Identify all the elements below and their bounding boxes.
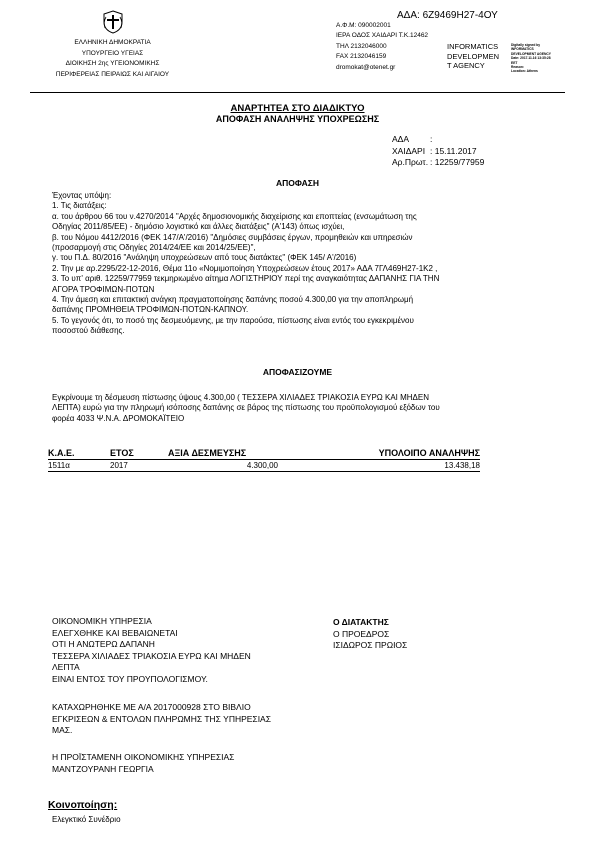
publication-title: ΑΝΑΡΤΗΤΕΑ ΣΤΟ ΔΙΑΔΙΚΤΥΟ: [230, 103, 365, 114]
ada-value: :: [430, 134, 433, 144]
text-line: 2. Την με αρ.2295/22-12-2016, Θέμα 11ο «Νομιμοποίηση Υποχρεώσεων έτους 2017» ΑΔΑ 7ΓΛ469Η27-1Κ2 ,: [52, 263, 438, 273]
text-line: φορέα 4033 Ψ.Ν.Α. ΔΡΟΜΟΚΑΪΤΕΙΟ: [52, 413, 185, 423]
issuer-header: [30, 10, 195, 80]
head-of-finance-block: [52, 752, 234, 775]
text-line: Εγκρίνουμε τη δέσμευση πίστωσης ύψους 4.300,00 ( ΤΕΣΣΕΡΑ ΧΙΛΙΑΔΕΣ ΤΡΙΑΚΟΣΙΑ ΕΥΡΩ ΚΑΙ ΜΗΔΕΝ: [52, 393, 429, 402]
registration-block: [52, 702, 271, 737]
contact-line: FAX 2132046159: [336, 53, 387, 60]
text-line: ΛΕΠΤΑ) ευρώ για την πληρωμή ισόποσης δαπάνης σε βάρος της πίστωσης του προϋπολογισμού εξόδων του: [52, 403, 440, 413]
col-header-commitment: ΑΞΙΑ ΔΕΣΜΕΥΣΗΣ: [168, 448, 278, 460]
text-line: δαπάνης ΠΡΟΜΗΘΕΙΑ ΤΡΟΦΙΜΩΝ-ΠΟΤΩΝ-ΚΑΠΝΟΥ.: [52, 305, 249, 315]
text-line: 4. Την άμεση και επιτακτική ανάγκη πραγματοποίησης δαπάνης ποσού 4.300,00 για την αποπληρωμή: [52, 295, 414, 305]
header-divider: [30, 92, 565, 93]
contact-line: dromokat@otenet.gr: [336, 63, 396, 71]
protocol-label: Αρ.Πρωτ.: [392, 157, 429, 167]
text-line: (προσαρμογή στις Οδηγίες 2014/24/ΕΕ και 2014/25/ΕΕ)",: [52, 243, 256, 253]
text-line: 1. Τις διατάξεις:: [52, 201, 107, 211]
date-value: : 15.11.2017: [430, 145, 477, 156]
signature-agency: [447, 42, 499, 71]
financial-service-block: [52, 616, 251, 685]
text-line: ΟΙΚΟΝΟΜΙΚΗ ΥΠΗΡΕΣΙΑ: [52, 616, 152, 626]
decision-title: ΑΠΟΦΑΣΗ ΑΝΑΛΗΨΗΣ ΥΠΟΧΡΕΩΣΗΣ: [215, 114, 380, 124]
stamp-line: EET: [511, 60, 518, 65]
cell-kae: 1511α: [48, 460, 110, 472]
text-line: α. του άρθρου 66 του ν.4270/2014 "Αρχές δημοσιονομικής διαχείρισης και εποπτείας (ενσωμάτωση της: [52, 211, 417, 221]
issuer-line: ΥΠΟΥΡΓΕΙΟ ΥΓΕΙΑΣ: [81, 49, 144, 57]
text-line: ΛΕΠΤΑ: [52, 662, 80, 672]
officer-title: Ο ΔΙΑΤΑΚΤΗΣ: [333, 617, 389, 627]
text-line: ΕΙΝΑΙ ΕΝΤΟΣ ΤΟΥ ΠΡΟΥΠΟΛΟΓΙΣΜΟΥ.: [52, 673, 208, 684]
document-meta: [392, 134, 484, 169]
table-row: [48, 460, 480, 472]
text-line: ΑΓΟΡΑ ΤΡΟΦΙΜΩΝ-ΠΟΤΩΝ: [52, 284, 155, 294]
text-line: ΜΑΝΤΖΟΥΡΑΝΗ ΓΕΩΡΓΙΑ: [52, 763, 154, 774]
text-line: ΕΓΚΡΙΣΕΩΝ & ΕΝΤΟΛΩΝ ΠΛΗΡΩΜΗΣ ΤΗΣ ΥΠΗΡΕΣΙΑΣ: [52, 713, 271, 724]
officer-role: Ο ΠΡΟΕΔΡΟΣ: [333, 628, 390, 639]
issuer-line: ΠΕΡΙΦΕΡΕΙΑΣ ΠΕΙΡΑΙΩΣ ΚΑΙ ΑΙΓΑΙΟΥ: [55, 70, 170, 78]
ada-label: ΑΔΑ: [392, 134, 410, 144]
cell-balance: 13.438,18: [278, 460, 480, 472]
agency-line: INFORMATICS: [447, 42, 499, 51]
col-header-year: ΕΤΟΣ: [110, 448, 168, 460]
col-header-balance: ΥΠΟΛΟΙΠΟ ΑΝΑΛΗΨΗΣ: [278, 448, 480, 460]
protocol-value: : 12259/77959: [430, 157, 485, 167]
col-header-kae: Κ.Α.Ε.: [48, 448, 110, 460]
stamp-line: DEVELOPMENT AGENCY: [511, 51, 551, 56]
cell-year: 2017: [110, 460, 168, 472]
budget-table: [48, 448, 480, 472]
text-line: ποσοστού διάθεσης.: [52, 326, 125, 336]
stamp-line: Digitally signed by: [511, 43, 541, 47]
text-line: ΤΕΣΣΕΡΑ ΧΙΛΙΑΔΕΣ ΤΡΙΑΚΟΣΙΑ ΕΥΡΩ ΚΑΙ ΜΗΔΕΝ: [52, 650, 251, 661]
text-line: Η ΠΡΟΪΣΤΑΜΕΝΗ ΟΙΚΟΝΟΜΙΚΗΣ ΥΠΗΡΕΣΙΑΣ: [52, 752, 235, 762]
issuer-line: ΕΛΛΗΝΙΚΗ ΔΗΜΟΚΡΑΤΙΑ: [74, 39, 151, 46]
authorizing-officer-block: [333, 617, 407, 652]
text-line: Έχοντας υπόψη:: [52, 191, 112, 200]
notification-recipient: Ελεγκτικό Συνέδριο: [52, 815, 121, 824]
stamp-line: Location: Athens: [511, 69, 538, 74]
contact-line: Α.Φ.Μ: 090002001: [336, 21, 391, 29]
text-line: ΚΑΤΑΧΩΡΗΘΗΚΕ ΜΕ Α/Α 2017000928 ΣΤΟ ΒΙΒΛΙΟ: [52, 702, 251, 712]
stamp-line: Date: 2017.11.16 13:35:28: [511, 56, 551, 61]
text-line: ΜΑΣ.: [52, 725, 73, 735]
contact-line: Ψ.Ν.Α ΔΡΟΜΟΚΑΪΤΕΙΟ: [336, 11, 406, 18]
considerations-text: [52, 191, 557, 337]
text-line: β. του Νόμου 4412/2016 (ΦΕΚ 147/Α'/2016) "Δημόσιες συμβάσεις έργων, προμηθειών και υπηρεσιών: [52, 232, 413, 242]
section-heading-resolve: ΑΠΟΦΑΣΙΖΟΥΜΕ: [262, 367, 333, 377]
stamp-line: INFORMATICS: [511, 47, 534, 52]
text-line: ΕΛΕΓΧΘΗΚΕ ΚΑΙ ΒΕΒΑΙΩΝΕΤΑΙ: [52, 627, 178, 638]
officer-name: ΙΣΙΔΩΡΟΣ ΠΡΩΙΟΣ: [333, 640, 408, 650]
text-line: ΟΤΙ Η ΑΝΩΤΕΡΩ ΔΑΠΑΝΗ: [52, 639, 155, 649]
contact-line: ΙΕΡΑ ΟΔΟΣ ΧΑΙΔΑΡΙ Τ.Κ.12462: [336, 32, 429, 39]
section-heading-decision: ΑΠΟΦΑΣΗ: [275, 178, 319, 188]
text-line: γ. του Π.Δ. 80/2016 "Ανάληψη υποχρεώσεων από τους διατάκτες" (ΦΕΚ 145/ Α'/2016): [52, 253, 357, 263]
issuer-line: ΔΙΟΙΚΗΣΗ 2ης ΥΓΕΙΟΝΟΜΙΚΗΣ: [65, 60, 160, 67]
text-line: 3. Το υπ' αριθ. 12259/77959 τεκμηριωμένο αίτημα ΛΟΓΙΣΤΗΡΙΟΥ περί της αναγκαιότητας ΔΑΠΑΝΗΣ ΓΙΑ ΤΗΝ: [52, 274, 440, 284]
city-label: ΧΑΙΔΑΡΙ: [392, 145, 426, 156]
cell-commitment: 4.300,00: [168, 460, 278, 472]
greek-emblem-icon: [102, 10, 124, 34]
text-line: Οδηγίας 2011/85/ΕΕ) - δημόσιο λογιστικό και άλλες διατάξεις" (Α'143) όπως ισχύει,: [52, 222, 345, 232]
ada-code-top: ΑΔΑ: 6Ζ9469Η27-4ΟΥ: [397, 10, 498, 21]
approval-text: [52, 393, 557, 424]
notification-label: Κοινοποίηση:: [48, 799, 118, 811]
agency-line: DEVELOPMEN: [447, 51, 500, 61]
agency-line: T AGENCY: [447, 61, 485, 70]
stamp-line: Reason:: [511, 65, 525, 70]
text-line: 5. Το γεγονός ότι, το ποσό της δεσμευόμενης, με την παρούσα, πίστωσης είναι εντός του εγκεκριμένου: [52, 315, 414, 325]
contact-line: ΤΗΛ 2132046000: [336, 42, 387, 50]
digital-signature-stamp: [511, 43, 571, 74]
